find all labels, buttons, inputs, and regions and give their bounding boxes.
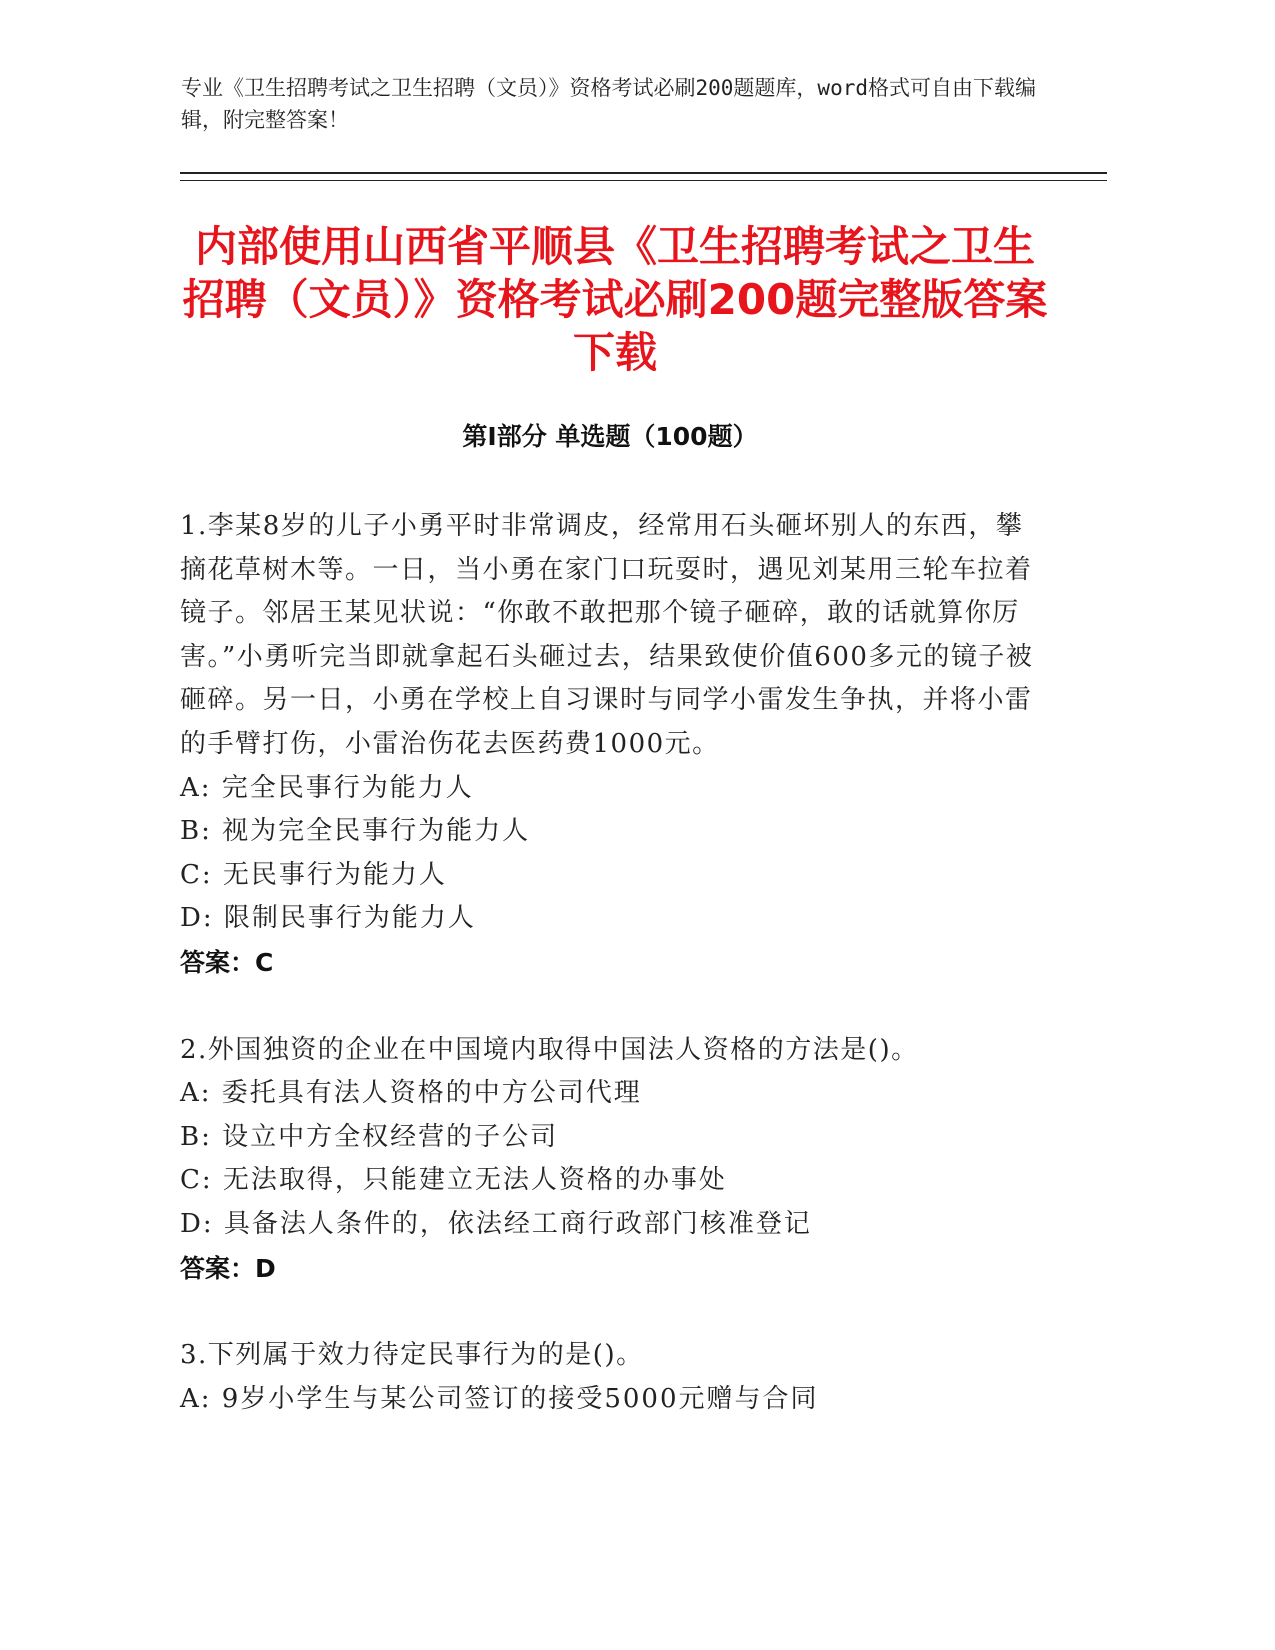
section-title: 第Ⅰ部分 单选题（100题） [462,422,758,451]
question-stem: 3.下列属于效力待定民事行为的是()。 [180,1340,644,1371]
option-b: B: 设立中方全权经营的子公司 [180,1121,559,1152]
question-list [180,505,1040,1465]
option-d: D: 限制民事行为能力人 [180,903,476,934]
question-2 [180,1029,1040,1291]
header-note: 专业《卫生招聘考试之卫生招聘（文员）》资格考试必刷200题题库，word格式可自由下载编辑，附完整答案！ [181,76,1036,132]
option-a: A: 委托具有法人资格的中方公司代理 [180,1078,642,1109]
document-title: 内部使用山西省平顺县《卫生招聘考试之卫生招聘（文员）》资格考试必刷200题完整版答案下载 [182,222,1048,377]
option-d: D: 具备法人条件的，依法经工商行政部门核准登记 [180,1208,812,1239]
answer-label: 答案：D [180,1253,276,1283]
answer-label: 答案：C [180,947,274,977]
option-a: A: 完全民事行为能力人 [180,772,474,803]
header-divider-thin [180,180,1107,181]
option-c: C: 无法取得，只能建立无法人资格的办事处 [180,1165,727,1196]
question-stem: 2.外国独资的企业在中国境内取得中国法人资格的方法是()。 [180,1034,919,1065]
option-a: A: 9岁小学生与某公司签订的接受5000元赠与合同 [180,1383,819,1414]
question-1 [180,505,1040,985]
question-3 [180,1334,1040,1421]
question-stem: 1.李某8岁的儿子小勇平时非常调皮，经常用石头砸坏别人的东西，攀摘花草树木等。一日，当小勇在家门口玩耍时，遇见刘某用三轮车拉着镜子。邻居王某见状说：“你敢不敢把那个镜子砸碎，敢的话就算你厉害。”小勇听完当即就拿起石头砸过去，结果致使价值600多元的镜子被砸碎。另一日，小勇在学校上自习课时与同学小雷发生争执，并将小雷的手臂打伤，小雷治伤花去医药费1000元。 [180,511,1034,759]
header-divider-thick [180,172,1107,174]
option-c: C: 无民事行为能力人 [180,859,447,890]
option-b: B: 视为完全民事行为能力人 [180,816,531,847]
